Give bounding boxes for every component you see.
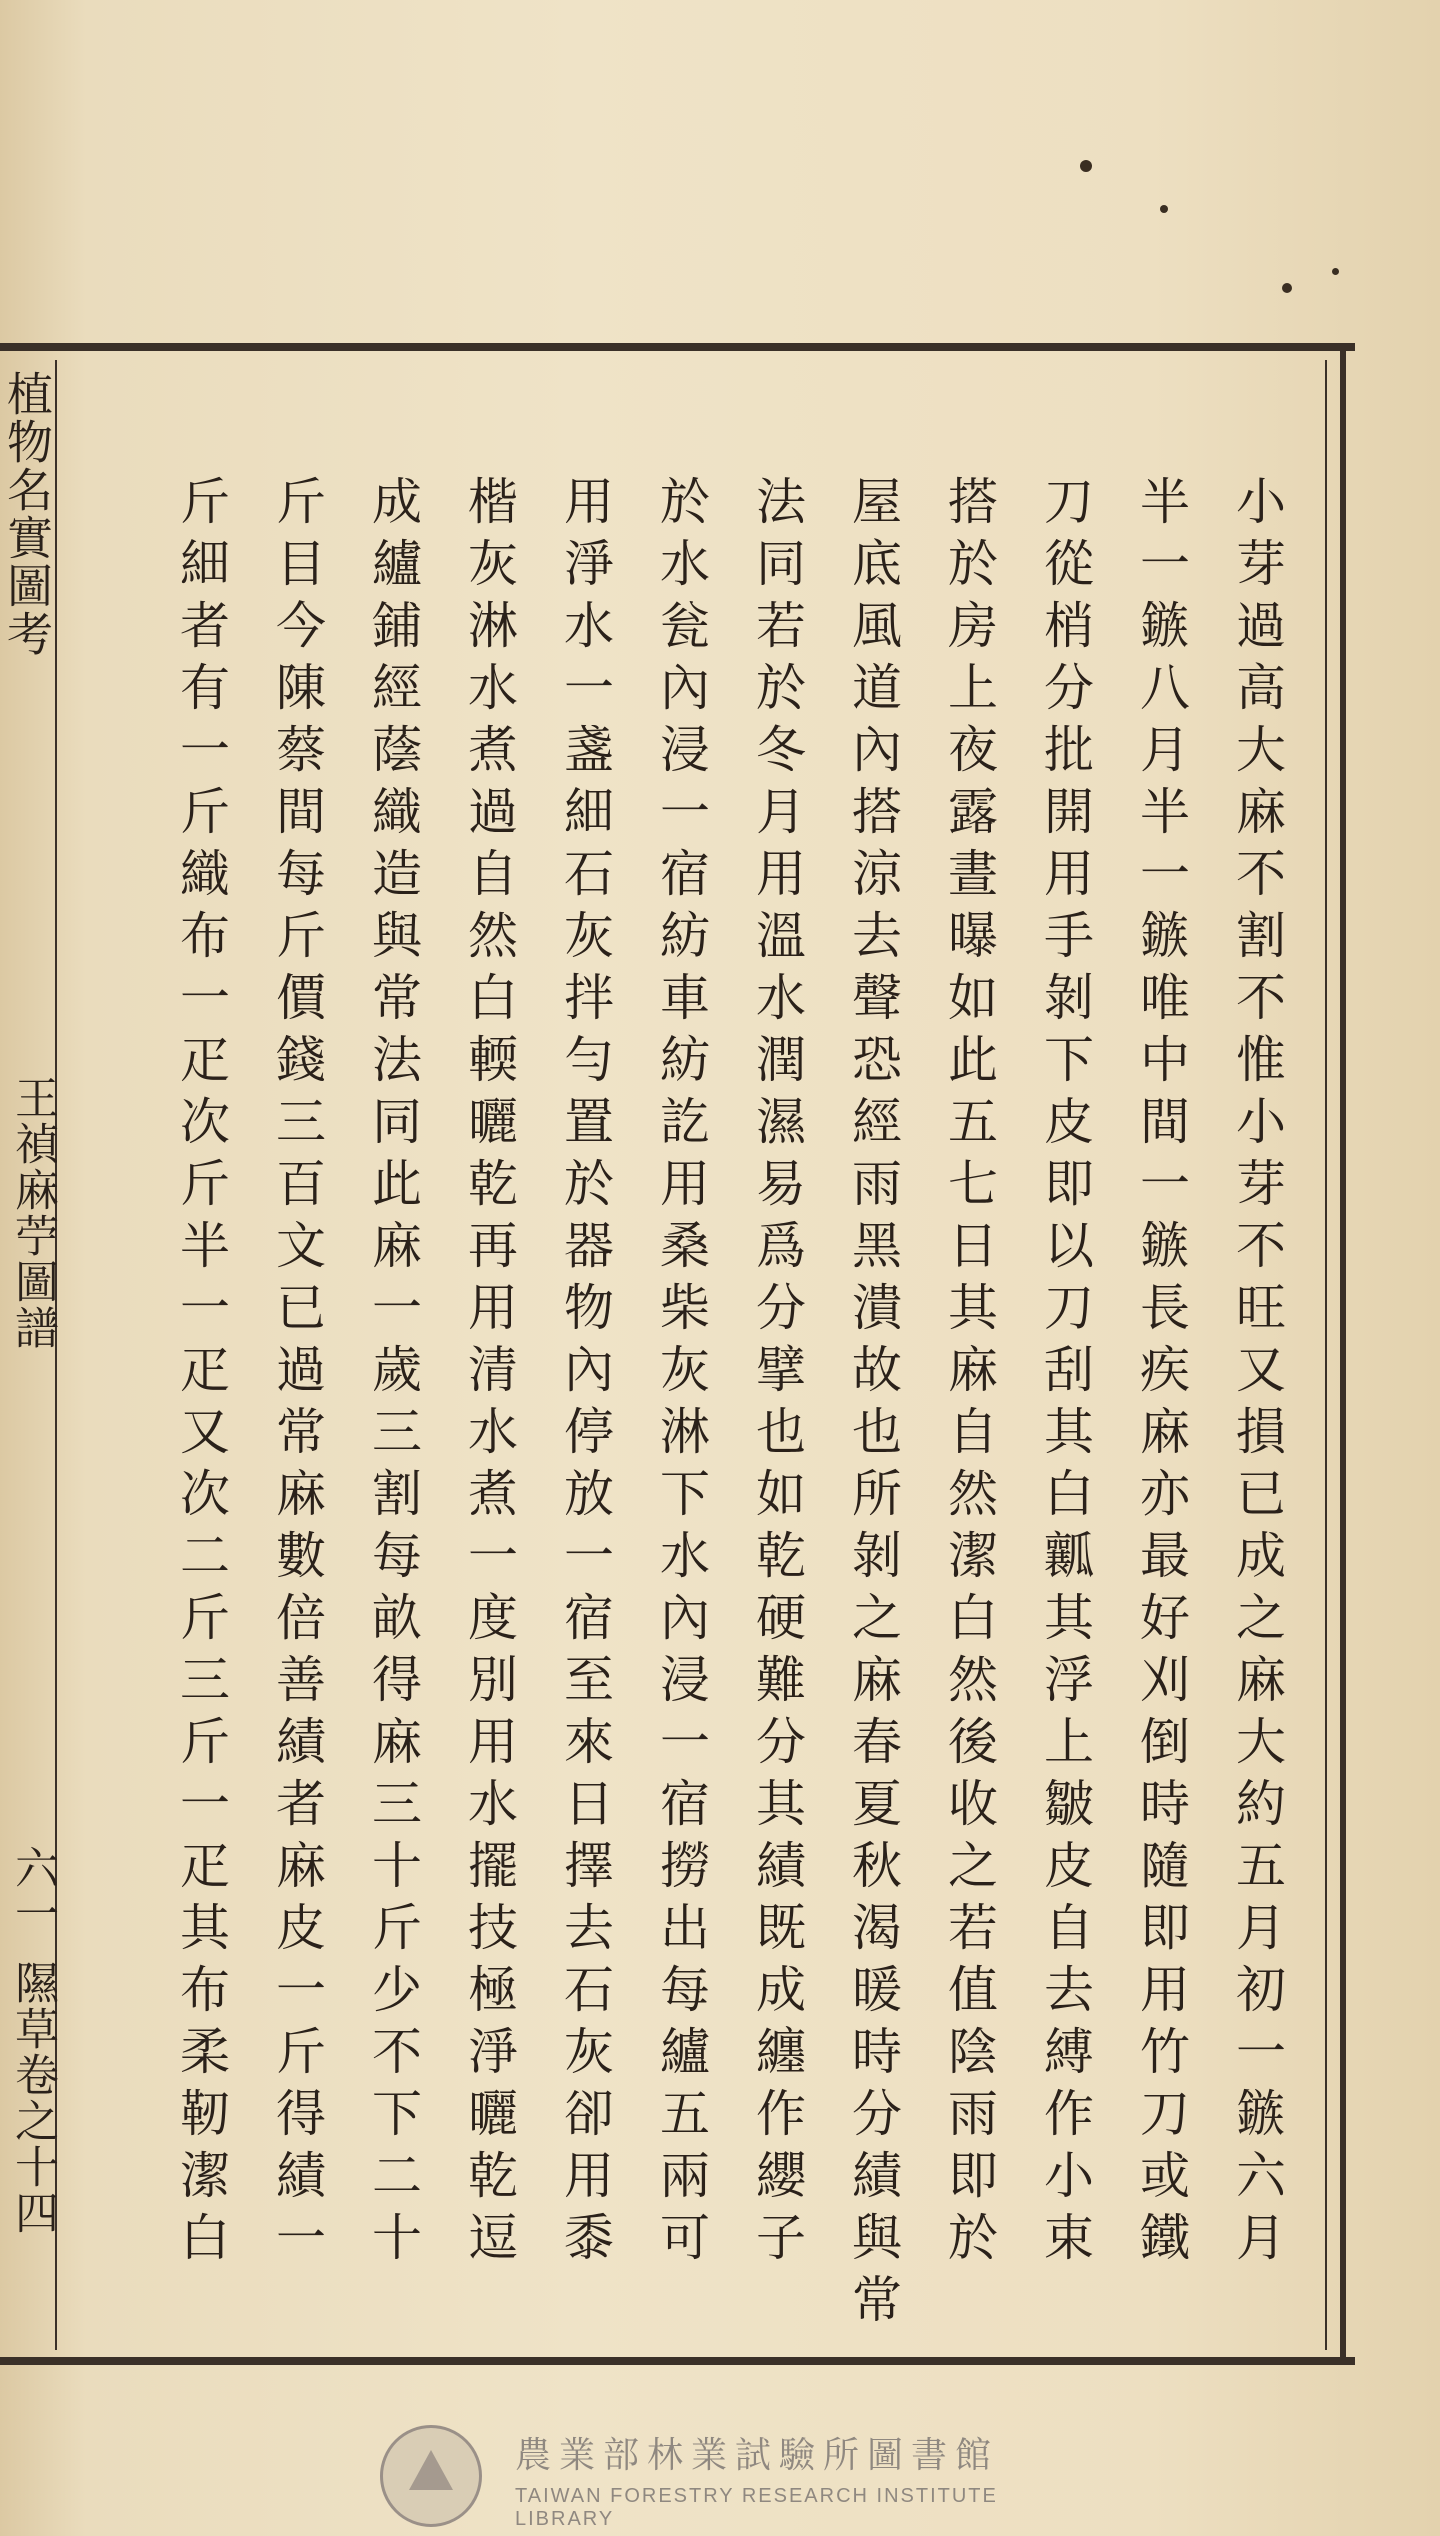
section-title: 王禎麻苧圖譜 — [7, 1075, 58, 1351]
text-column-8: 用淨水一盞細石灰拌勻置於器物內停放一宿至來日擇去石灰卻用黍 — [556, 475, 614, 2273]
volume-title: 隰草卷之十四 — [7, 1960, 58, 2236]
library-watermark — [380, 2425, 1100, 2530]
text-column-3: 刀從梢分批開用手剝下皮即以刀刮其白瓤其浮上皺皮自去縛作小束 — [1036, 475, 1094, 2273]
ink-speck — [1332, 268, 1339, 275]
text-column-9: 楷灰淋水煮過自然白輭曬乾再用清水煮一度別用水擺技極淨曬乾逗 — [460, 475, 518, 2273]
text-column-10: 成纑鋪經蔭織造與常法同此麻一歲三割每畝得麻三十斤少不下二十 — [364, 475, 422, 2273]
text-column-11: 斤目今陳蔡間每斤價錢三百文已過常麻數倍善績者麻皮一斤得績一 — [268, 475, 326, 2273]
library-name-cn: 農業部林業試驗所圖書館 — [515, 2435, 1000, 2476]
text-column-6: 法同若於冬月用溫水潤濕易爲分擘也如乾硬難分其績既成纏作纓子 — [748, 475, 806, 2273]
page-number: 六一 — [7, 1845, 58, 1937]
library-seal-icon — [380, 2425, 482, 2527]
ink-speck — [1282, 283, 1292, 293]
text-column-4: 搭於房上夜露晝曝如此五七日其麻自然潔白然後收之若值陰雨即於 — [940, 475, 998, 2273]
top-border — [0, 343, 1355, 351]
margin-title: 植物名實圖考 — [0, 370, 54, 658]
library-name-en: TAIWAN FORESTRY RESEARCH INSTITUTE LIBRARY — [515, 2485, 998, 2530]
text-column-2: 半一鏃八月半一鏃唯中間一鏃長疾麻亦最好刈倒時隨即用竹刀或鐵 — [1132, 475, 1190, 2273]
ink-speck — [1160, 205, 1168, 213]
ink-speck — [1080, 160, 1092, 172]
text-column-1: 小芽過高大麻不割不惟小芽不旺又損已成之麻大約五月初一鏃六月 — [1228, 475, 1286, 2273]
text-column-5: 屋底風道內搭涼去聲恐經雨黑潰故也所剝之麻春夏秋渴暖時分績與常 — [844, 475, 902, 2335]
inner-right-rule — [1325, 360, 1327, 2350]
text-column-7: 於水瓮內浸一宿紡車紡訖用桑柴灰淋下水內浸一宿撈出每纑五兩可 — [652, 475, 710, 2273]
text-column-12: 斤細者有一斤織布一疋次斤半一疋又次二斤三斤一疋其布柔靭潔白 — [172, 475, 230, 2273]
right-border — [1340, 343, 1346, 2365]
